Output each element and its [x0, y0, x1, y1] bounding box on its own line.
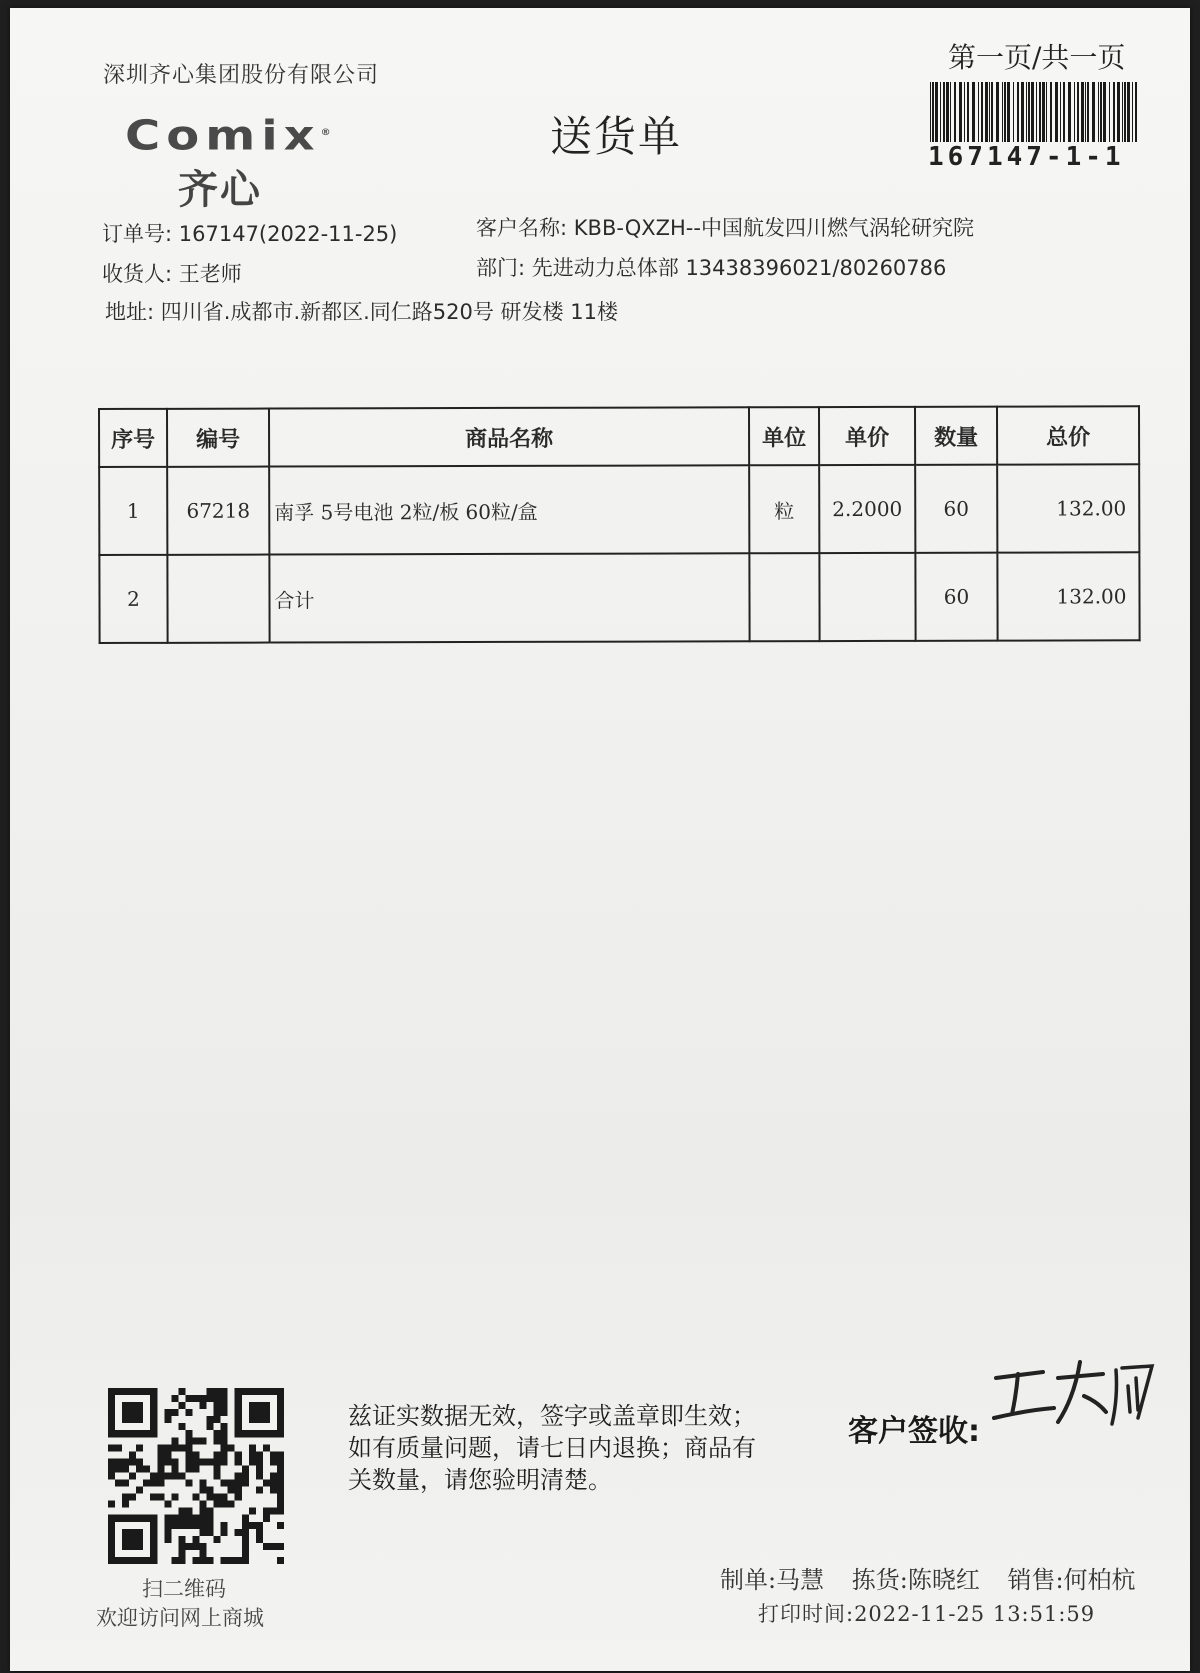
header-qty: 数量: [915, 407, 997, 465]
table-header-row: [99, 406, 1139, 467]
header-code: 编号: [167, 409, 269, 467]
cell-price: [819, 553, 915, 641]
document-title: 送货单: [550, 112, 683, 161]
cell-qty: 60: [915, 465, 997, 553]
barcode-icon: [928, 82, 1142, 142]
cell-qty: 60: [915, 553, 997, 641]
maker: 制单:马慧: [720, 1566, 825, 1594]
qr-caption: 扫二维码: [142, 1577, 226, 1601]
table-row: [99, 464, 1139, 555]
delivery-note-paper: [10, 8, 1190, 1671]
items-table: [98, 405, 1141, 644]
header-seq: 序号: [99, 409, 167, 467]
order-value: 167147(2022-11-25): [178, 222, 398, 246]
picker: 拣货:陈晓红: [851, 1566, 980, 1594]
header-unit: 单位: [749, 407, 819, 465]
qr-caption-mall: 欢迎访问网上商城: [96, 1606, 264, 1630]
order-label: 订单号:: [102, 222, 173, 246]
customer-value: KBB-QXZH--中国航发四川燃气涡轮研究院: [573, 216, 974, 240]
cell-total: 132.00: [997, 464, 1139, 552]
brand-logo-en: Comix®: [125, 112, 331, 160]
cell-name: 南孚 5号电池 2粒/板 60粒/盒: [269, 465, 749, 554]
address-label: 地址:: [105, 300, 155, 324]
barcode-number: 167147-1-1: [928, 142, 1125, 172]
table-row: [99, 552, 1139, 643]
customer-label: 客户名称:: [476, 216, 568, 240]
cell-seq: 1: [99, 467, 167, 555]
cell-total: 132.00: [997, 552, 1139, 640]
dept-value: 先进动力总体部 13438396021/80260786: [531, 256, 947, 280]
address: [105, 296, 618, 326]
handwritten-signature: [988, 1348, 1158, 1438]
qr-code-icon[interactable]: [108, 1388, 284, 1564]
dept-label: 部门:: [476, 256, 526, 280]
staff-line: [720, 1560, 1156, 1595]
receiver-value: 王老师: [178, 262, 242, 286]
company-name: 深圳齐心集团股份有限公司: [103, 63, 380, 88]
cell-price: 2.2000: [819, 465, 915, 553]
header-price: 单价: [819, 407, 915, 465]
cell-code: 67218: [167, 467, 269, 555]
customer-sign-label: 客户签收:: [848, 1414, 980, 1449]
header-total: 总价: [997, 406, 1139, 464]
cell-seq: 2: [99, 555, 167, 643]
cell-unit: 粒: [749, 465, 819, 553]
print-time: 打印时间:2022-11-25 13:51:59: [758, 1602, 1096, 1626]
customer-name: [476, 212, 974, 242]
cell-code: [167, 555, 269, 643]
cell-name: 合计: [269, 553, 749, 642]
receiver: [102, 258, 242, 288]
order-number: [102, 218, 397, 248]
header-name: 商品名称: [269, 407, 749, 466]
cell-unit: [749, 553, 819, 641]
address-value: 四川省.成都市.新都区.同仁路520号 研发楼 11楼: [160, 300, 618, 324]
receiver-label: 收货人:: [102, 262, 173, 286]
terms-notes: 兹证实数据无效，签字或盖章即生效；如有质量问题，请七日内退换；商品有关数量，请您验明清楚。: [348, 1402, 756, 1494]
brand-logo-cn: 齐心: [178, 167, 262, 213]
page-info: 第一页/共一页: [948, 41, 1126, 74]
sales: 销售:何柏杭: [1007, 1566, 1136, 1594]
department: [476, 252, 946, 282]
